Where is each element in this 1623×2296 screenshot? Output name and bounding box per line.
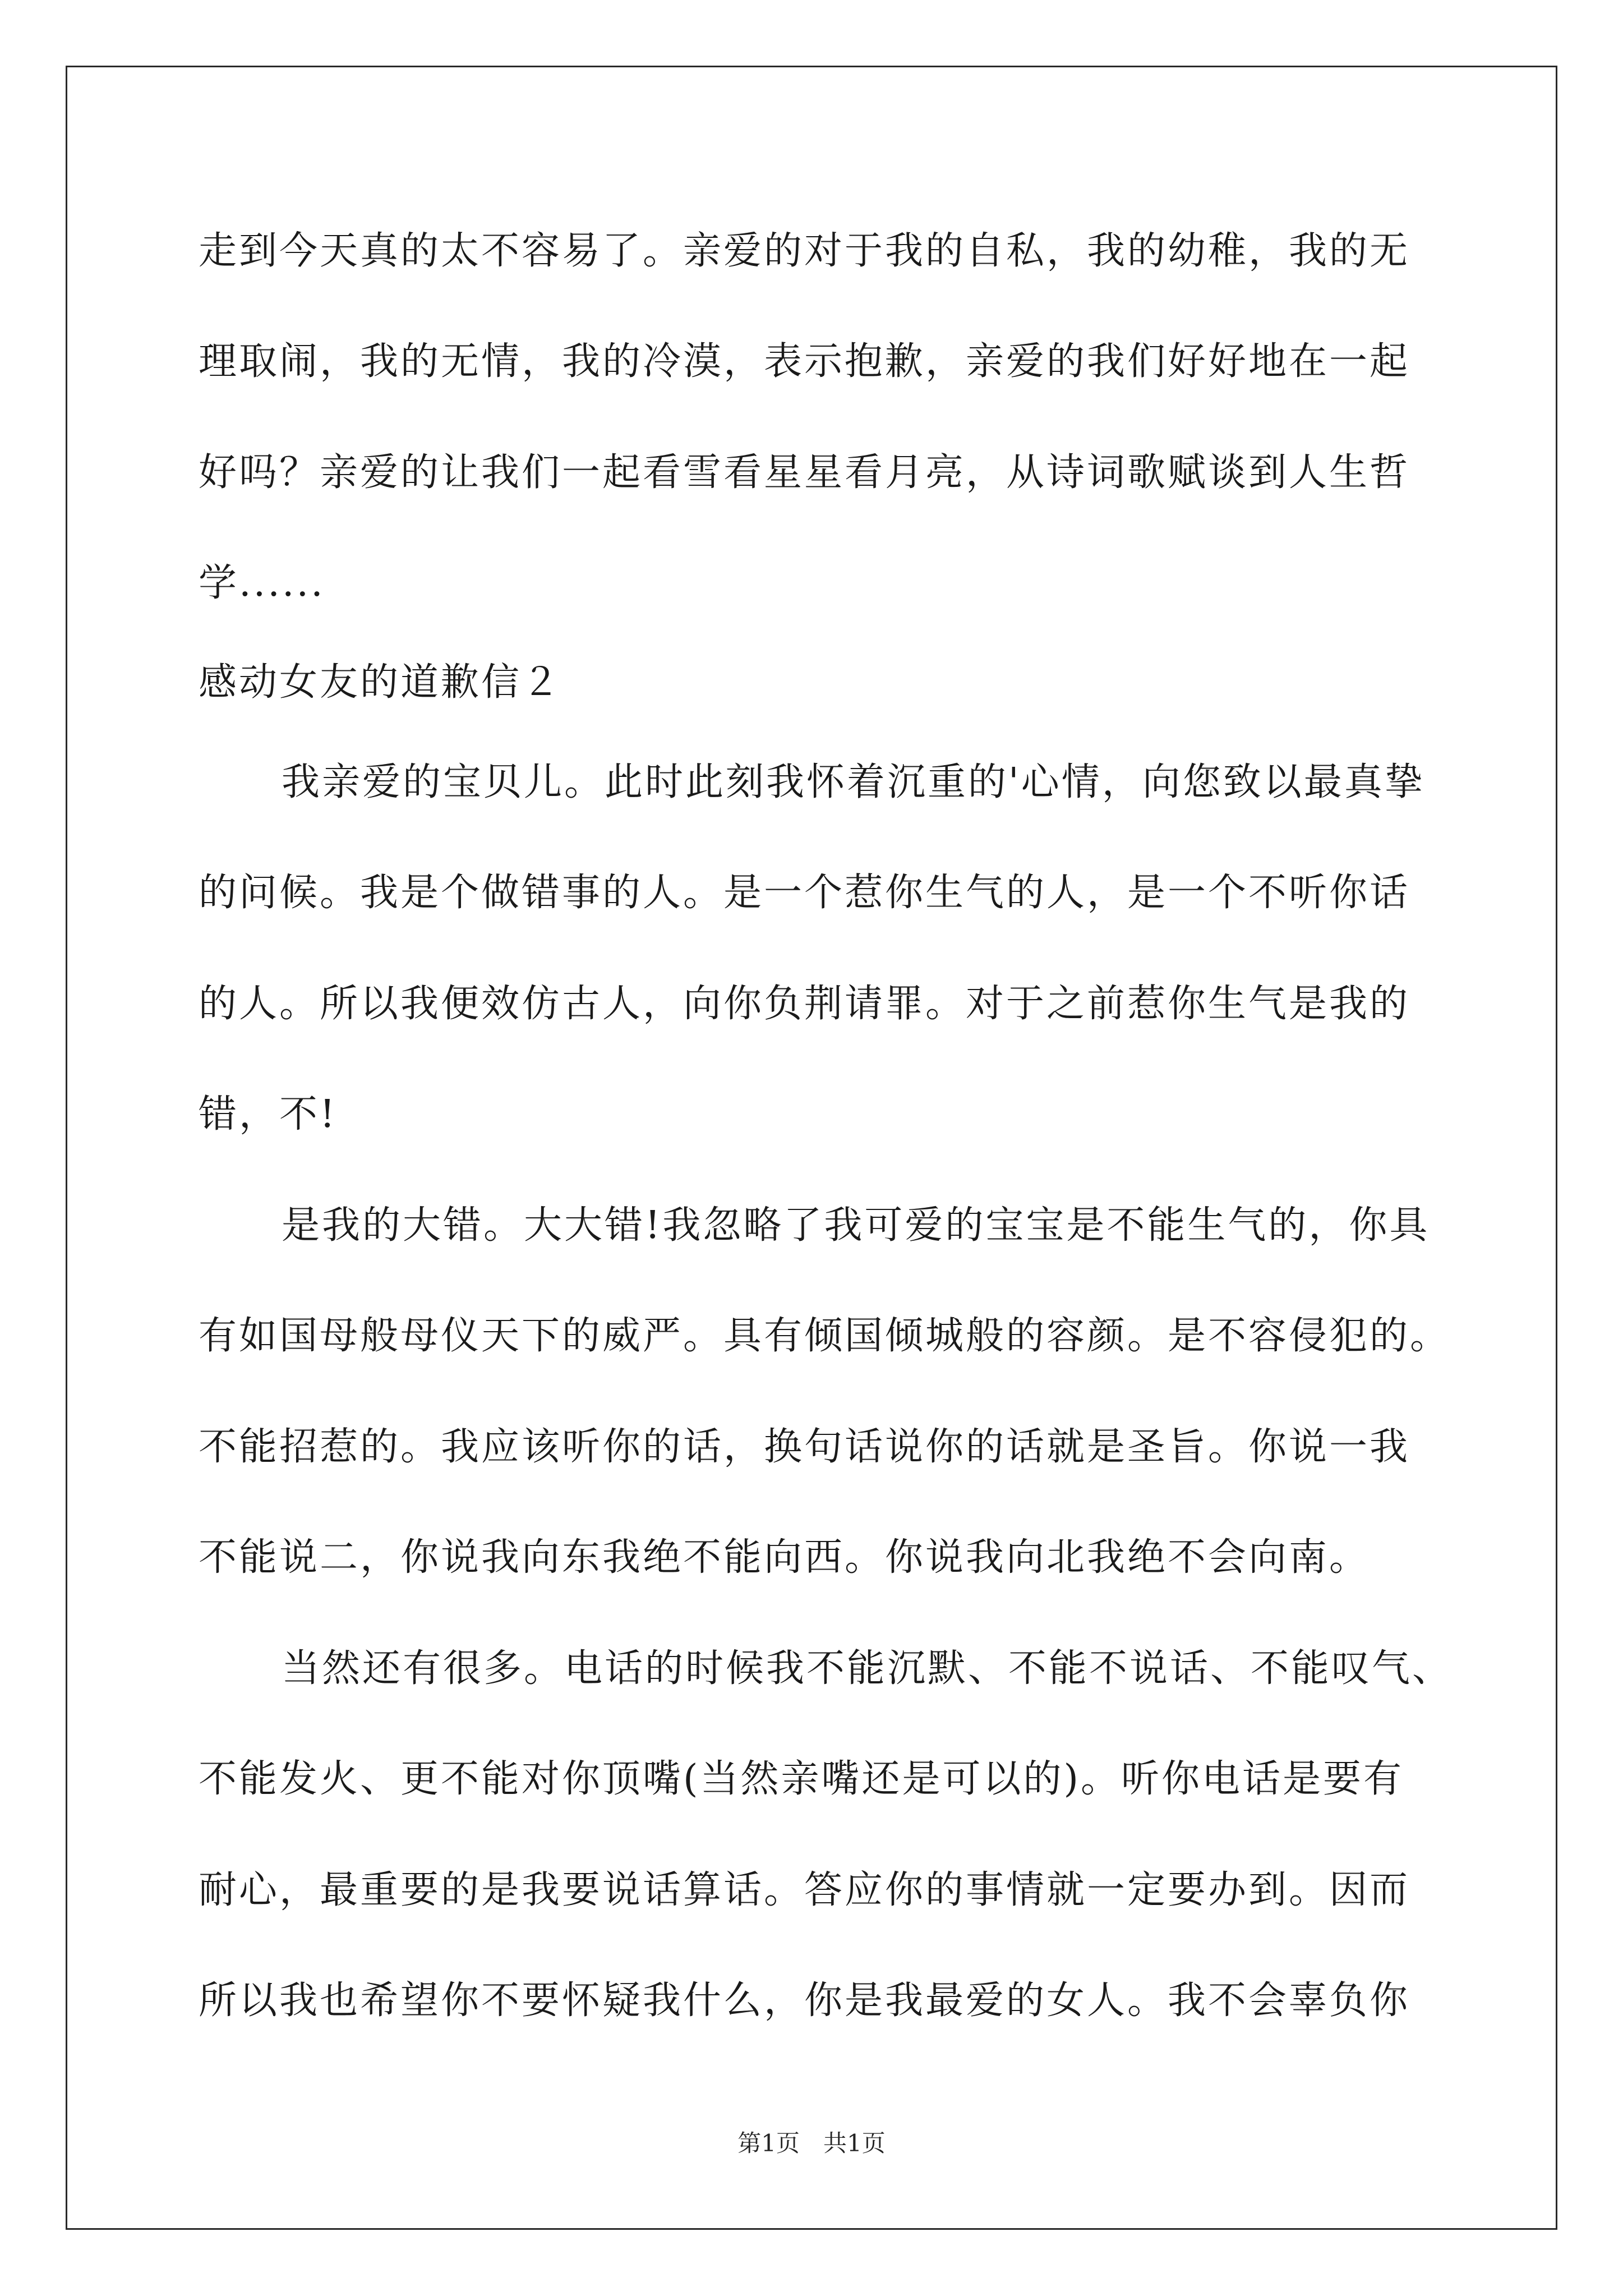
paragraph-line: 错，不! — [199, 1092, 338, 1137]
paragraph-line: 我亲爱的宝贝儿。此时此刻我怀着沉重的'心情，向您致以最真挚 — [282, 760, 1425, 804]
paragraph-line: 所以我也希望你不要怀疑我什么，你是我最爱的女人。我不会辜负你 — [199, 1978, 1410, 2023]
section-heading: 感动女友的道歉信２ — [199, 660, 562, 705]
paragraph-line: 好吗？亲爱的让我们一起看雪看星星看月亮，从诗词歌赋谈到人生哲 — [199, 450, 1410, 495]
paragraph-line: 理取闹，我的无情，我的冷漠，表示抱歉，亲爱的我们好好地在一起 — [199, 339, 1410, 384]
paragraph-line: 的问候。我是个做错事的人。是一个惹你生气的人，是一个不听你话 — [199, 871, 1410, 915]
paragraph-line: 不能招惹的。我应该听你的话，换句话说你的话就是圣旨。你说一我 — [199, 1425, 1410, 1469]
paragraph-line: 学...... — [199, 561, 325, 605]
paragraph-line: 有如国母般母仪天下的威严。具有倾国倾城般的容颜。是不容侵犯的。 — [199, 1314, 1451, 1358]
paragraph-line: 当然还有很多。电话的时候我不能沉默、不能不说话、不能叹气、 — [282, 1646, 1453, 1691]
paragraph-line: 不能发火、更不能对你顶嘴(当然亲嘴还是可以的)。听你电话是要有 — [199, 1757, 1404, 1801]
page-number-footer: 第1页 共1页 — [737, 2129, 886, 2157]
paragraph-line: 的人。所以我便效仿古人，向你负荆请罪。对于之前惹你生气是我的 — [199, 982, 1410, 1026]
paragraph-line: 不能说二，你说我向东我绝不能向西。你说我向北我绝不会向南。 — [199, 1535, 1370, 1580]
paragraph-line: 走到今天真的太不容易了。亲爱的对于我的自私，我的幼稚，我的无 — [199, 229, 1410, 273]
paragraph-line: 是我的大错。大大错!我忽略了我可爱的宝宝是不能生气的，你具 — [282, 1203, 1430, 1248]
paragraph-line: 耐心，最重要的是我要说话算话。答应你的事情就一定要办到。因而 — [199, 1868, 1410, 1912]
